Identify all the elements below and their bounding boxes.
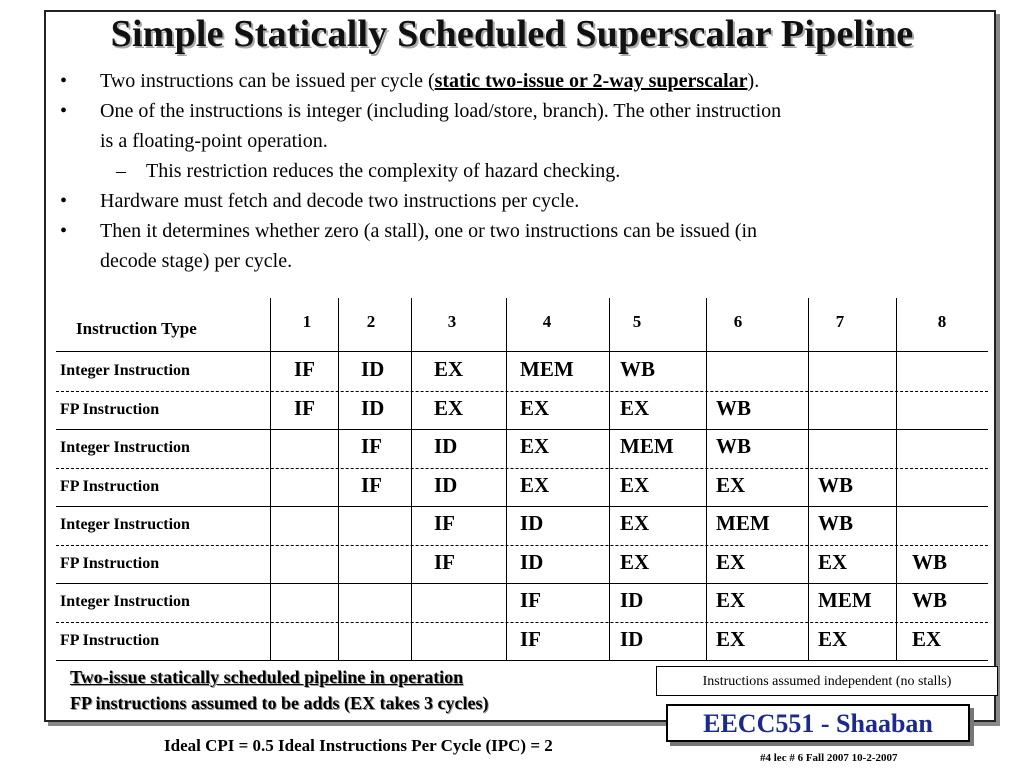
column-divider [338,298,339,660]
stage-cell: EX [716,588,746,612]
bullet-emphasis: static two-issue or 2-way superscalar [434,70,748,92]
cycle-header-4: 4 [542,312,552,331]
bullet-list [58,66,988,276]
stage-cell: ID [361,395,385,420]
stage-cell: IF [434,511,455,535]
stage-cell: WB [818,511,854,535]
stage-cell: IF [520,588,541,612]
stage-cell: EX [716,626,746,651]
stage-cell: WB [818,472,854,497]
stage-cell: WB [716,434,752,458]
bullet-item-issue-count [58,216,988,276]
row-label: Integer Instruction [60,516,190,533]
stage-cell: EX [620,511,650,535]
cycle-header-2: 2 [366,312,376,331]
cycle-header-1: 1 [302,312,312,331]
row-divider [56,391,988,392]
bullet-text-end: ). [747,70,760,92]
course-brand-box: EECC551 - Shaaban [666,704,970,742]
stage-cell: EX [716,549,746,574]
stage-cell: IF [520,626,541,651]
assumption-note: Instructions assumed independent (no stalls) [656,666,998,696]
stage-cell: EX [716,472,746,497]
bullet-text-line1: Then it determines whether zero (a stall), one or two instructions can be issued (in [100,220,758,242]
stage-cell: EX [434,395,464,420]
row-divider [56,660,988,661]
bullet-text: Hardware must fetch and decode two instructions per cycle. [100,190,580,212]
column-divider [411,298,412,660]
cycle-header-5: 5 [632,312,642,331]
bullet-dot-icon: • [60,220,68,242]
bullet-text-line2: decode stage) per cycle. [100,250,293,272]
row-label: Integer Instruction [60,593,190,610]
bullet-text: Two instructions can be issued per cycle ( [100,70,435,92]
stage-cell: EX [620,395,650,420]
row-divider [56,545,988,546]
column-divider [270,298,271,660]
stage-cell: ID [361,357,385,381]
cycle-header-6: 6 [733,312,743,331]
bullet-dot-icon: • [60,70,68,92]
row-label: FP Instruction [60,554,160,572]
row-divider [56,583,988,584]
bullet-item-issue [58,66,988,96]
stage-cell: EX [520,395,550,420]
stage-cell: IF [294,395,315,420]
stage-cell: EX [818,549,848,574]
header-rule [56,351,988,352]
row-label: FP Instruction [60,400,160,418]
stage-cell: MEM [818,588,872,612]
row-label: Integer Instruction [60,439,190,456]
ideal-cpi-text: Ideal CPI = 0.5 Ideal Instructions Per Cycle (IPC) = 2 [164,736,553,755]
stage-cell: IF [361,434,382,458]
stage-cell: ID [620,588,644,612]
cycle-header-7: 7 [835,312,845,331]
stage-cell: WB [620,357,656,381]
row-label: FP Instruction [60,631,160,649]
table-caption [70,664,489,716]
row-label: FP Instruction [60,477,160,495]
stage-cell: IF [361,472,382,497]
cycle-header-3: 3 [447,312,457,331]
sub-bullet-item [58,156,988,186]
stage-cell: EX [620,472,650,497]
stage-cell: EX [434,357,464,381]
row-divider [56,429,988,430]
stage-cell: IF [434,549,455,574]
sub-bullet-text: This restriction reduces the complexity of hazard checking. [146,160,621,182]
stage-cell: ID [434,472,458,497]
pipeline-table [56,298,988,660]
bullet-text-line2: is a floating-point operation. [100,130,328,152]
column-divider [896,298,897,660]
bullet-item-fetch [58,186,988,216]
header-instruction-type: Instruction Type [76,319,197,338]
column-divider [706,298,707,660]
bullet-dot-icon: • [60,190,68,212]
stage-cell: EX [520,434,550,458]
row-divider [56,468,988,469]
row-label: Integer Instruction [60,362,190,379]
caption-line1: Two-issue statically scheduled pipeline in operation [70,667,464,687]
bullet-item-integer-fp [58,96,988,156]
bullet-text-line1: One of the instructions is integer (including load/store, branch). The other instruction [100,100,782,122]
stage-cell: EX [818,626,848,651]
stage-cell: EX [520,472,550,497]
column-divider [506,298,507,660]
stage-cell: EX [620,549,650,574]
row-divider [56,506,988,507]
stage-cell: MEM [620,434,674,458]
stage-cell: WB [912,549,948,574]
stage-cell: ID [434,434,458,458]
dash-icon: – [116,160,126,182]
stage-cell: EX [912,626,942,651]
stage-cell: WB [912,588,948,612]
cycle-header-8: 8 [937,312,947,331]
stage-cell: ID [520,511,544,535]
slide-title: Simple Statically Scheduled Superscalar Pipeline [110,13,914,55]
column-divider [609,298,610,660]
stage-cell: ID [520,549,544,574]
row-divider [56,622,988,623]
stage-cell: WB [716,395,752,420]
bullet-dot-icon: • [60,100,68,122]
stage-cell: IF [294,357,315,381]
stage-cell: MEM [716,511,770,535]
caption-line2: FP instructions assumed to be adds (EX takes 3 cycles) [70,693,489,713]
stage-cell: ID [620,626,644,651]
column-divider [808,298,809,660]
stage-cell: MEM [520,357,574,381]
slide-footer: #4 lec # 6 Fall 2007 10-2-2007 [760,752,898,764]
